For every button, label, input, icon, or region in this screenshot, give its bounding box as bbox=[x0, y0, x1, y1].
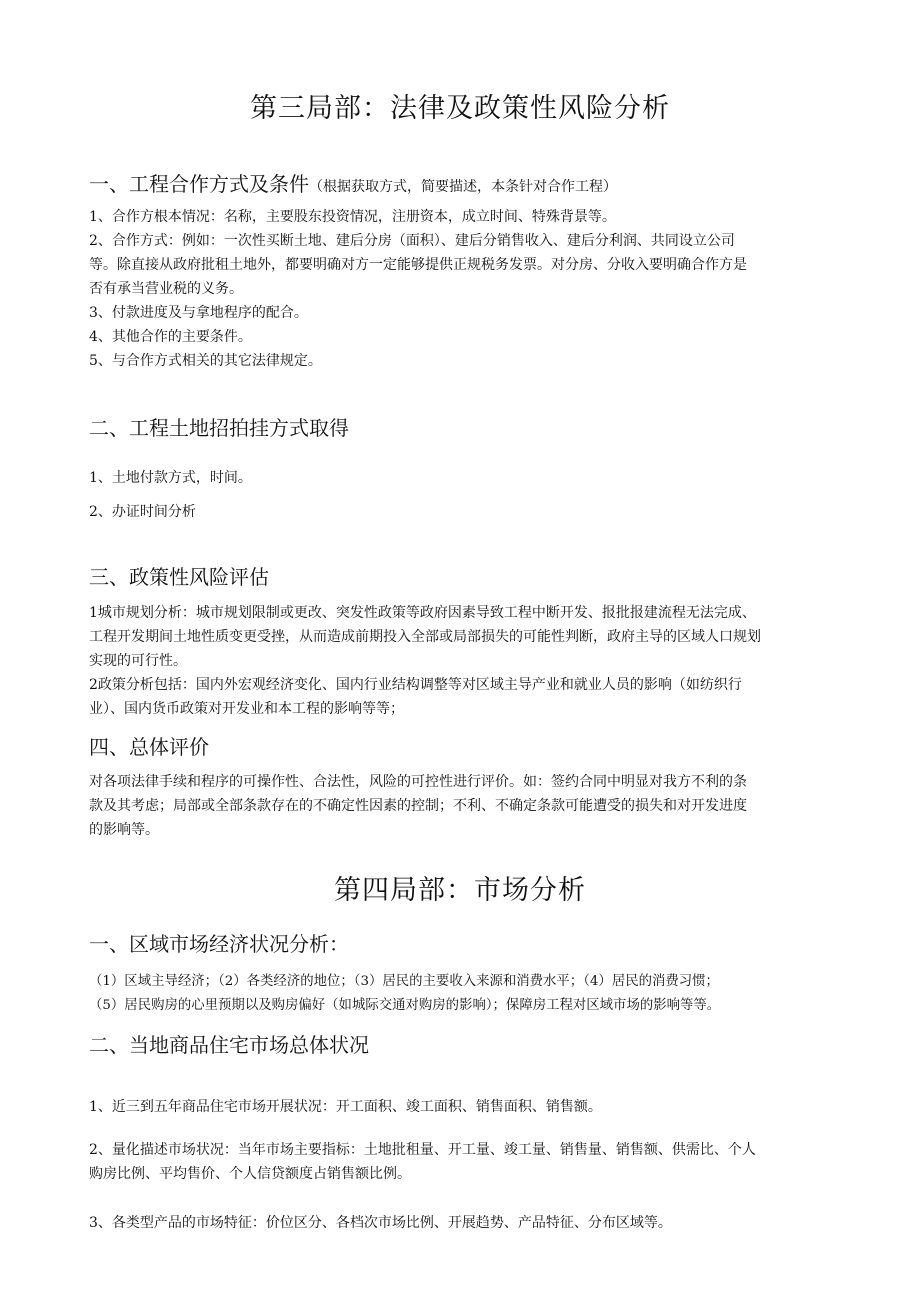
part3-section3-body bbox=[89, 601, 844, 721]
paragraph-line: 4、其他合作的主要条件。 bbox=[89, 329, 252, 345]
paragraph-line: （1）区域主导经济；（2）各类经济的地位；（3）居民的主要收入来源和消费水平；（4）居民的消费习惯； bbox=[89, 974, 719, 989]
paragraph-line: 2政策分析包括：国内外宏观经济变化、国内行业结构调整等对区域主导产业和就业人员的影响（如纺织行 bbox=[89, 677, 742, 693]
part3-section3-title: 三、政策性风险评估 bbox=[89, 565, 269, 589]
paragraph-line: 的影响等。 bbox=[89, 822, 159, 838]
part3-section4-title: 四、总体评价 bbox=[89, 735, 209, 759]
part3-title: 第三局部：法律及政策性风险分析 bbox=[250, 93, 670, 124]
paragraph-line: 款及其考虑；局部或全部条款存在的不确定性因素的控制；不利、不确定条款可能遭受的损失和对开发进度 bbox=[89, 798, 747, 814]
paragraph-line: 等。除直接从政府批租土地外，都要明确对方一定能够提供正规税务发票。对分房、分收入要明确合作方是 bbox=[89, 257, 747, 273]
part3-section2-item1: 1、土地付款方式，时间。 bbox=[89, 470, 252, 486]
part4-section2-title: 二、当地商品住宅市场总体状况 bbox=[89, 1033, 369, 1057]
paragraph-line: 否有承当营业税的义务。 bbox=[89, 281, 243, 297]
paragraph-line: 业）、国内货币政策对开发业和本工程的影响等等； bbox=[89, 701, 404, 717]
part3-section2-item2: 2、办证时间分析 bbox=[89, 504, 196, 520]
part3-section4-body bbox=[89, 770, 844, 842]
paragraph-line: 实现的可行性。 bbox=[89, 653, 187, 669]
paragraph-line: 对各项法律手续和程序的可操作性、合法性，风险的可控性进行评价。如：签约合同中明显对我方不利的条 bbox=[89, 774, 747, 790]
part3-section1-note: （根据获取方式，简要描述，本条针对合作工程） bbox=[309, 179, 617, 195]
paragraph-line: 3、付款进度及与拿地程序的配合。 bbox=[89, 305, 308, 321]
paragraph-line: 5、与合作方式相关的其它法律规定。 bbox=[89, 353, 322, 369]
paragraph-line: 工程开发期间土地性质变更受挫，从而造成前期投入全部或局部损失的可能性判断，政府主导的区域人口规划 bbox=[89, 629, 761, 645]
part4-section2-item2 bbox=[89, 1138, 844, 1186]
paragraph-line: 2、合作方式：例如：一次性买断土地、建后分房（面积）、建后分销售收入、建后分利润、共同设立公司 bbox=[89, 233, 735, 249]
part4-title: 第四局部：市场分析 bbox=[334, 875, 586, 906]
part3-section1-body bbox=[89, 205, 844, 373]
part4-section1-title: 一、区域市场经济状况分析： bbox=[89, 932, 349, 956]
part4-section2-item3: 3、各类型产品的市场特征：价位区分、各档次市场比例、开展趋势、产品特征、分布区域等。 bbox=[89, 1215, 672, 1231]
part3-section1-title-text: 一、工程合作方式及条件 bbox=[89, 172, 309, 196]
paragraph-line: 购房比例、平均售价、个人信贷额度占销售额比例。 bbox=[89, 1166, 411, 1182]
paragraph-line: 2、量化描述市场状况：当年市场主要指标：土地批租量、开工量、竣工量、销售量、销售额、供需比、个人 bbox=[89, 1142, 756, 1158]
paragraph-line: （5）居民购房的心里预期以及购房偏好（如城际交通对购房的影响）；保障房工程对区域市场的影响等等。 bbox=[89, 998, 721, 1013]
paragraph-line: 1、合作方根本情况：名称，主要股东投资情况，注册资本，成立时间、特殊背景等。 bbox=[89, 209, 616, 225]
part3-section2-title: 二、工程土地招拍挂方式取得 bbox=[89, 416, 349, 440]
paragraph-line: 1城市规划分析：城市规划限制或更改、突发性政策等政府因素导致工程中断开发、报批报建流程无法完成、 bbox=[89, 605, 756, 621]
part4-section2-item1: 1、近三到五年商品住宅市场开展状况：开工面积、竣工面积、销售面积、销售额。 bbox=[89, 1099, 602, 1115]
part3-section1-title bbox=[89, 170, 617, 201]
part4-section1-body bbox=[89, 970, 849, 1018]
